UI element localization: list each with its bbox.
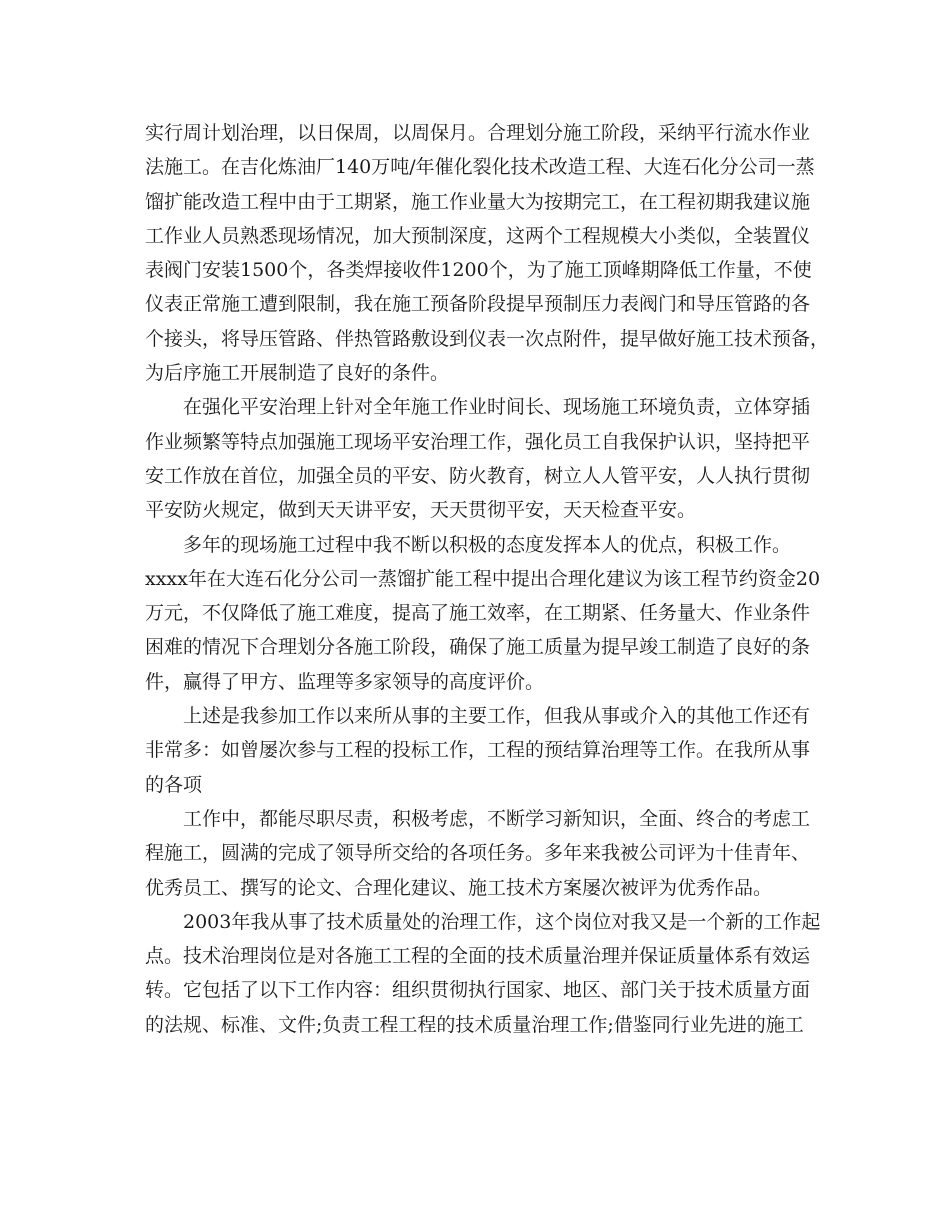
text-line: 表阀门安装1500个，各类焊接收件1200个，为了施工顶峰期降低工作量，不使 bbox=[145, 259, 812, 282]
text-line: 多年的现场施工过程中我不断以积极的态度发挥本人的优点，积极工作。 bbox=[183, 533, 792, 556]
text-line: 法施工。在吉化炼油厂140万吨/年催化裂化技术改造工程、大连石化分公司一蒸 bbox=[145, 156, 815, 179]
text-line: 为后序施工开展制造了良好的条件。 bbox=[145, 362, 450, 385]
text-line: 个接头，将导压管路、伴热管路敷设到仪表一次点附件，提早做好施工技术预备， bbox=[145, 327, 830, 350]
text-line: 安工作放在首位，加强全员的平安、防火教育，树立人人管平安，人人执行贯彻 bbox=[145, 464, 811, 487]
text-line: 转。它包括了以下工作内容：组织贯彻执行国家、地区、部门关于技术质量方面 bbox=[145, 979, 811, 1002]
text-line: 万元，不仅降低了施工难度，提高了施工效率，在工期紧、任务量大、作业条件 bbox=[145, 602, 811, 625]
text-line: 作业频繁等特点加强施工现场平安治理工作，强化员工自我保护认识，坚持把平 bbox=[145, 430, 811, 453]
body-text bbox=[145, 116, 830, 1042]
text-line: 非常多：如曾屡次参与工程的投标工作，工程的预结算治理等工作。在我所从事 bbox=[145, 739, 811, 762]
text-line: 困难的情况下合理划分各施工阶段，确保了施工质量为提早竣工制造了良好的条 bbox=[145, 636, 811, 659]
text-line: 的法规、标准、文件;负责工程工程的技术质量治理工作;借鉴同行业先进的施工 bbox=[145, 1013, 804, 1036]
text-line: 平安防火规定，做到天天讲平安，天天贯彻平安，天天检查平安。 bbox=[145, 499, 697, 522]
text-line: 上述是我参加工作以来所从事的主要工作，但我从事或介入的其他工作还有 bbox=[183, 705, 811, 728]
text-line: 工作业人员熟悉现场情况，加大预制深度，这两个工程规模大小类似，全装置仪 bbox=[145, 224, 811, 247]
text-line: 的各项 bbox=[145, 773, 203, 796]
text-line: 仪表正常施工遭到限制，我在施工预备阶段提早预制压力表阀门和导压管路的各 bbox=[145, 293, 811, 316]
text-line: 件，赢得了甲方、监理等多家领导的高度评价。 bbox=[145, 670, 545, 693]
text-line: xxxx年在大连石化分公司一蒸馏扩能工程中提出合理化建议为该工程节约资金20 bbox=[145, 567, 821, 590]
text-line: 优秀员工、撰写的论文、合理化建议、施工技术方案屡次被评为优秀作品。 bbox=[145, 876, 773, 899]
text-line: 馏扩能改造工程中由于工期紧，施工作业量大为按期完工，在工程初期我建议施 bbox=[145, 190, 811, 213]
text-line: 2003年我从事了技术质量处的治理工作，这个岗位对我又是一个新的工作起 bbox=[183, 910, 821, 933]
text-line: 点。技术治理岗位是对各施工工程的全面的技术质量治理并保证质量体系有效运 bbox=[145, 945, 811, 968]
text-line: 程施工，圆满的完成了领导所交给的各项任务。多年来我被公司评为十佳青年、 bbox=[145, 842, 811, 865]
text-line: 工作中，都能尽职尽责，积极考虑，不断学习新知识，全面、终合的考虑工 bbox=[183, 807, 811, 830]
text-line: 在强化平安治理上针对全年施工作业时间长、现场施工环境负责，立体穿插 bbox=[183, 396, 811, 419]
text-line: 实行周计划治理，以日保周，以周保月。合理划分施工阶段，采纳平行流水作业 bbox=[145, 122, 811, 144]
